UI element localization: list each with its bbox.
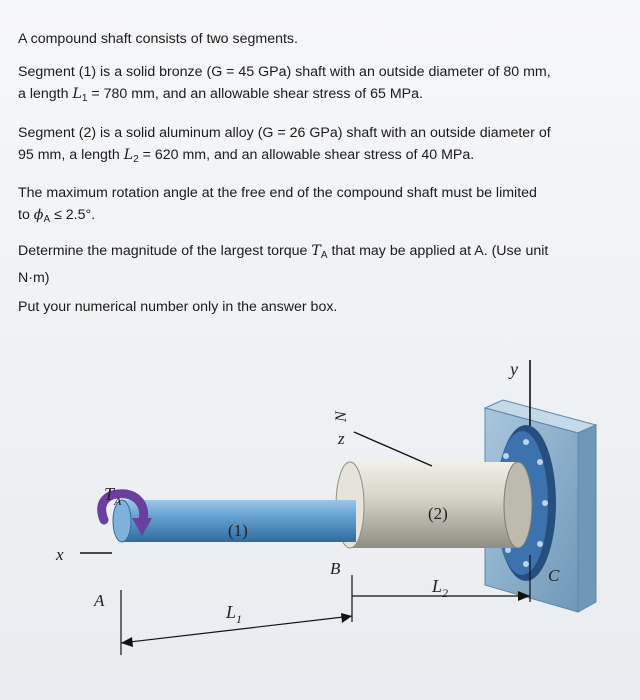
determine-line1-a: Determine the magnitude of the largest torque bbox=[18, 243, 312, 259]
segment2-line1: Segment (2) is a solid aluminum alloy (G = 26 GPa) shaft with an outside diameter of bbox=[18, 125, 551, 141]
rotation-line2-b: ≤ 2.5°. bbox=[50, 207, 96, 223]
rotation-angle-subscript: A bbox=[43, 214, 51, 225]
segment2-line2-b: = 620 mm, and an allowable shear stress of 40 MPa. bbox=[138, 147, 475, 163]
rotation-line2-a: to bbox=[18, 207, 34, 223]
segment1-line2-a: a length bbox=[18, 86, 73, 102]
determine-line1-b: that may be applied at A. (Use unit bbox=[327, 243, 549, 259]
l1-sub: 1 bbox=[236, 612, 243, 626]
segment2-length-symbol: L bbox=[123, 147, 134, 163]
torque-label-main: T bbox=[104, 484, 115, 504]
rotation-line1: The maximum rotation angle at the free end of the compound shaft must be limited bbox=[18, 185, 537, 201]
length-l1-label bbox=[225, 602, 242, 626]
n-axis-label: N bbox=[333, 411, 350, 422]
determine-line2: N·m) bbox=[18, 270, 50, 286]
l1-main: L bbox=[226, 602, 237, 622]
point-c-label: C bbox=[548, 566, 560, 585]
segment1-line2-b: = 780 mm, and an allowable shear stress of 65 MPa. bbox=[87, 86, 423, 102]
intro-paragraph bbox=[18, 28, 623, 50]
l1-arrowhead-left bbox=[121, 637, 133, 647]
torque-label-sub: A bbox=[114, 494, 122, 508]
l2-sub: 2 bbox=[442, 586, 449, 600]
instruction-text: Put your numerical number only in the answer box. bbox=[18, 299, 338, 315]
dimension-lines bbox=[121, 555, 530, 655]
torque-symbol: T bbox=[311, 243, 321, 259]
segment1-label: (1) bbox=[228, 521, 248, 540]
shaft-diagram bbox=[0, 350, 640, 700]
x-axis-label: x bbox=[56, 545, 64, 564]
segment2-label: (2) bbox=[428, 504, 448, 523]
instruction-paragraph bbox=[18, 296, 623, 318]
z-axis-line bbox=[354, 432, 432, 466]
segment1-line2 bbox=[18, 83, 623, 110]
segment2-line2 bbox=[18, 144, 623, 171]
segment1-length-subscript: 1 bbox=[81, 93, 88, 104]
point-a-label: A bbox=[94, 591, 105, 610]
z-axis-label: z bbox=[338, 429, 345, 448]
point-b-label: B bbox=[330, 559, 341, 578]
segment1-line1: Segment (1) is a solid bronze (G = 45 GPa) shaft with an outside diameter of 80 mm, bbox=[18, 64, 551, 80]
torque-subscript: A bbox=[320, 250, 328, 261]
determine-paragraph bbox=[18, 240, 623, 289]
segment1-paragraph bbox=[18, 61, 623, 110]
segment2-length-subscript: 2 bbox=[133, 154, 139, 165]
rotation-angle-symbol: ϕ bbox=[33, 207, 44, 223]
rotation-paragraph bbox=[18, 182, 623, 231]
segment2-paragraph bbox=[18, 122, 623, 171]
segment2-line2-a: 95 mm, a length bbox=[18, 147, 124, 163]
intro-text: A compound shaft consists of two segments. bbox=[18, 31, 298, 47]
determine-line1 bbox=[18, 240, 623, 267]
l1-arrowhead-right bbox=[341, 613, 352, 623]
segment1-length-symbol: L bbox=[72, 86, 82, 102]
y-axis-label: y bbox=[510, 359, 518, 379]
l2-main: L bbox=[432, 576, 443, 596]
rotation-line2 bbox=[18, 204, 623, 231]
